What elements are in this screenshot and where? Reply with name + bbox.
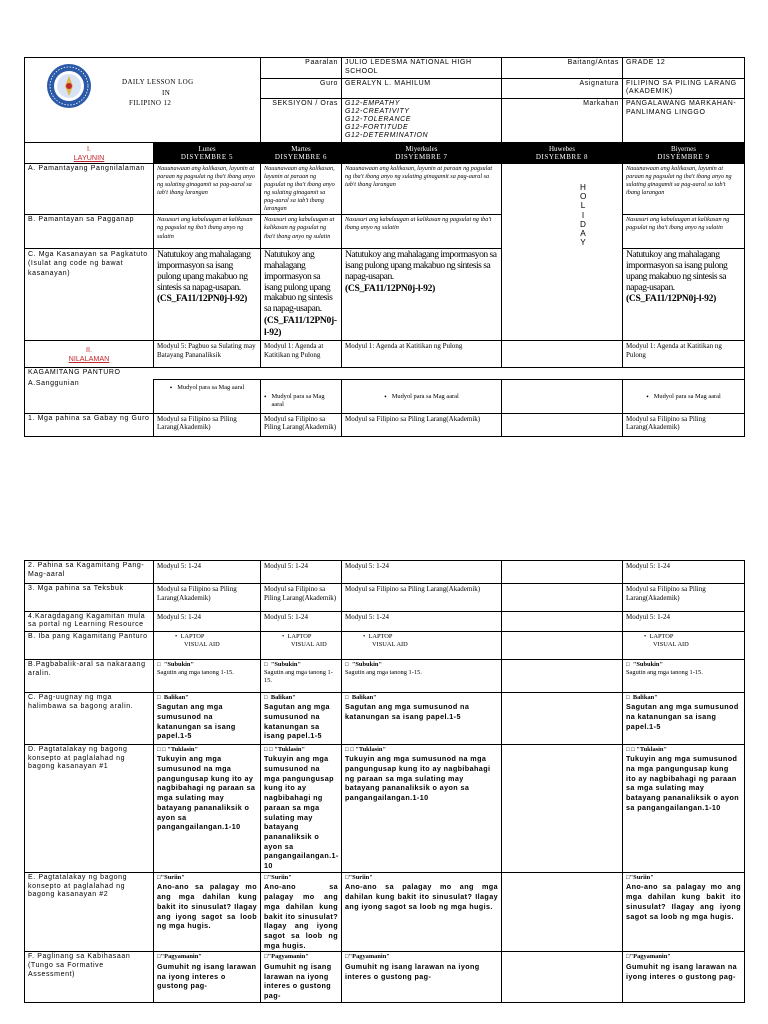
- row-paghahabi: [25, 692, 745, 744]
- cell-pagyamanin-1: □"Pagyamanin" Gumuhit ng isang larawan na iyong interes o gustong pag-: [154, 952, 261, 1002]
- cell-text: Nasusuri ang kabuluugan at kalikasan ng pagsulat ng iba't ibang anyo ng sulatin: [154, 215, 261, 249]
- cell-text: Modyul 1: Agenda at Katitikan ng Pulong: [342, 340, 502, 367]
- cell-subukin-1: □ "Subukin" Sagutin ang mga tanong 1-15.: [154, 659, 261, 692]
- row-pamantayang-pangnilalaman: [25, 164, 745, 215]
- row-label: 3. Mga pahina sa Teksbuk: [25, 584, 154, 612]
- row-label: B. Iba pang Kagamitang Panturo: [25, 631, 154, 659]
- row-label: B. Pamantayan sa Pagganap: [25, 215, 154, 249]
- cell-pagyamanin-2: □"Pagyamanin" Gumuhit ng isang larawan na iyong interes o gustong pag-: [261, 952, 342, 1002]
- row-karagdagang-kagamitan: [25, 612, 745, 632]
- cell-empty: [502, 340, 623, 367]
- cell-text: Modyul 5: 1-24: [342, 612, 502, 632]
- row-nilalaman: [25, 340, 745, 367]
- cell-tuklasin-1: □ □ "Tuklasin" Tukuyin ang mga sumusunod na mga pangungusap kung ito ay nagbibahagi ng paraan sa mga sulating may batayang pananaliksik o ayon sa pangangailangan.1-10: [154, 744, 261, 872]
- holiday-letter: A: [580, 228, 586, 238]
- row-paglinang: [25, 952, 745, 1002]
- cell-balikan-2: □ Balikan" Sagutan ang mga sumusunod na katanungan sa isang papel.1-5: [261, 692, 342, 744]
- cell-text: Modyul sa Filipino sa Piling Larang(Akademik): [261, 413, 342, 436]
- holiday-vertical-text: [580, 183, 586, 247]
- row-pahina-kagamitan: [25, 561, 745, 584]
- title-line-3: FILIPINO 12: [129, 99, 172, 107]
- cell-text: Modyul 5: 1-24: [154, 561, 261, 584]
- cell-iba-pang-3: • LAPTOP VISUAL AID: [342, 631, 502, 659]
- cell-tuklasin-3: □ □ "Tuklasin" Tukuyin ang mga sumusunod na mga pangungusap kung ito ay nagbibahagi ng paraan sa mga sulating may batayang pananaliksik o ayon sa pangangailangan.1-10: [342, 744, 502, 872]
- paaralan-label: Paaralan: [261, 58, 342, 79]
- row-pahina-gabay: [25, 413, 745, 436]
- layunin-heading: I. LAYUNIN: [25, 143, 154, 164]
- row-pahina-teksbuk: [25, 584, 745, 612]
- cell-text: Modyul 1: Agenda at Katitikan ng Pulong: [261, 340, 342, 367]
- cell-tuklasin-2: □ □ "Tuklasin" Tukuyin ang mga sumusunod na mga pangungusap kung ito ay nagbibahagi ng paraan sa mga sulating may batayang pananaliksik o ayon sa pangangailangan.1-10: [261, 744, 342, 872]
- cell-text: Nauunawaan ang kalikasan, layunin at paraan ng pagsulat ng iba't ibang anyo ng sulating ginagamit sa pag-aaral sa iab't ibang larangan: [623, 164, 745, 215]
- day-header-4: Huwebes DISYEMBRE 8: [502, 143, 623, 164]
- row-label: 4.Karagdagang Kagamitan mula sa portal ng Learning Resource: [25, 612, 154, 632]
- cell-empty: [502, 379, 623, 413]
- cell-balikan-1: □ Balikan" Sagutan ang mga sumusunod na katanungan sa isang papel.1-5: [154, 692, 261, 744]
- row-label: D. Pagtatalakay ng bagong konsepto at paglalahad ng bagong kasanayan #1: [25, 744, 154, 872]
- row-label: B.Pagbabalik-aral sa nakaraang aralin.: [25, 659, 154, 692]
- cell-empty: [502, 413, 623, 436]
- baitang-value: GRADE 12: [623, 58, 745, 79]
- cell-sanggunian-5: • Mudyol para sa Mag aaral: [623, 379, 745, 413]
- cell-iba-pang-2: • LAPTOP VISUAL AID: [261, 631, 342, 659]
- seksiyon-label: SEKSIYON / Oras: [261, 99, 342, 143]
- cell-text: Modyul 5: 1-24: [342, 561, 502, 584]
- cell-sanggunian-3: • Mudyol para sa Mag aaral: [342, 379, 502, 413]
- cell-subukin-5: □ "Subukin" Sagutin ang mga tanong 1-15.: [623, 659, 745, 692]
- row-pagbabalik-aral: [25, 659, 745, 692]
- seksiyon-value: G12-EMPATHY G12-CREATIVITY G12-TOLERANCE G12-FORTITUDE G12-DETERMINATION: [342, 99, 502, 143]
- holiday-letter: L: [580, 201, 586, 211]
- row-sanggunian: [25, 379, 745, 413]
- row-label: E. Pagtatalakay ng bagong konsepto at paglalahad ng bagong kasanayan #2: [25, 872, 154, 952]
- day-header-2: Martes DISYEMBRE 6: [261, 143, 342, 164]
- cell-text: Modyul sa Filipino sa Piling Larang(Akademik): [154, 413, 261, 436]
- holiday-letter: D: [580, 219, 586, 229]
- deped-seal-logo: [46, 63, 92, 109]
- cell-pagyamanin-3: □"Pagyamanin" Gumuhit ng isang larawan na iyong interes o gustong pag-: [342, 952, 502, 1002]
- cell-text: Nasusuri ang kabuluugan at kalikasan ng pagsulat ng iba't ibang anyo ng sulatin: [261, 215, 342, 249]
- cell-text: Modyul sa Filipino sa Piling Larang(Akademik): [623, 584, 745, 612]
- markahan-label: Markahan: [502, 99, 623, 143]
- cell-text: Modyul 5: 1-24: [154, 612, 261, 632]
- paaralan-value: JULIO LEDESMA NATIONAL HIGH SCHOOL: [342, 58, 502, 79]
- row-label: 2. Pahina sa Kagamitang Pang-Mag-aaral: [25, 561, 154, 584]
- cell-kasanayan-2: Natutukoy ang mahalagang impormasyon sa isang pulong upang makabuo ng sintesis sa napag-usapan. (CS_FA11/12PN0j-l-92): [261, 249, 342, 340]
- row-kasanayan: [25, 249, 745, 340]
- cell-iba-pang-5: • LAPTOP VISUAL AID: [623, 631, 745, 659]
- document-title: [122, 77, 194, 109]
- cell-text: Modyul sa Filipino sa Piling Larang(Akademik): [342, 413, 502, 436]
- cell-suriin-3: □"Suriin" Ano-ano sa palagay mo ang mga dahilan kung bakit ito sinusulat? Ilagay ang iyong sagot sa loob ng mga hugis.: [342, 872, 502, 952]
- cell-text: Modyul sa Filipino sa Piling Larang(Akademik): [261, 584, 342, 612]
- cell-empty: [502, 584, 623, 612]
- cell-text: Modyul 5: 1-24: [261, 561, 342, 584]
- cell-empty: [502, 872, 623, 952]
- cell-text: Nauunawaan ang kalikasan, layunin at paraan ng pagsulat ng iba't ibang anyo ng sulating ginagamit sa pag-aaral sa iab't ibang larangan: [342, 164, 502, 215]
- cell-text: Modyul 1: Agenda at Katitikan ng Pulong: [623, 340, 745, 367]
- holiday-letter: Y: [580, 238, 586, 248]
- nilalaman-heading: II. NILALAMAN: [25, 340, 154, 367]
- cell-text: Nasusuri ang kabuluugan at kalikasan ng pagsulat ng iba't ibang anyo ng sulatin: [623, 215, 745, 249]
- holiday-letter: I: [581, 210, 585, 220]
- cell-empty: [502, 744, 623, 872]
- title-line-2: IN: [162, 88, 171, 97]
- row-iba-pang-kagamitan: [25, 631, 745, 659]
- cell-empty: [502, 631, 623, 659]
- cell-text: Modyul 5: 1-24: [623, 612, 745, 632]
- cell-sanggunian-2: • Mudyol para sa Mag aaral: [261, 379, 342, 413]
- cell-text: Modyul 5: 1-24: [261, 612, 342, 632]
- row-label: 1. Mga pahina sa Gabay ng Guro: [25, 413, 154, 436]
- day-header-5: Biyernes DISYEMBRE 9: [623, 143, 745, 164]
- row-kagamitang-panturo: [25, 367, 745, 379]
- cell-text: Nauunawaan ang kalikasan, layunin at paraan ng pagsulat ng iba't ibang anyo ng sulating ginagamit sa pag-aaral sa iab't ibang larangan: [154, 164, 261, 215]
- holiday-letter: O: [580, 192, 587, 202]
- cell-text: Modyul sa Filipino sa Piling Larang(Akademik): [154, 584, 261, 612]
- cell-pagyamanin-5: □"Pagyamanin" Gumuhit ng isang larawan na iyong interes o gustong pag-: [623, 952, 745, 1002]
- cell-empty: [502, 659, 623, 692]
- cell-subukin-2: □ "Subukin" Sagutin ang mga tanong 1-15.: [261, 659, 342, 692]
- row-label: A. Pamantayang Pangnilalaman: [25, 164, 154, 215]
- cell-empty: [502, 612, 623, 632]
- cell-empty: [502, 692, 623, 744]
- guro-value: GERALYN L. MAHILUM: [342, 78, 502, 99]
- guro-label: Guro: [261, 78, 342, 99]
- cell-suriin-5: □"Suriin" Ano-ano sa palagay mo ang mga dahilan kung bakit ito sinusulat? Ilagay ang iyong sagot sa loob ng mga hugis.: [623, 872, 745, 952]
- kagamitan-label: KAGAMITANG PANTURO: [25, 367, 745, 379]
- cell-text: Modyul sa Filipino sa Piling Larang(Akademik): [342, 584, 502, 612]
- row-label: C. Pag-uugnay ng mga halimbawa sa bagong aralin.: [25, 692, 154, 744]
- cell-suriin-1: □"Suriin" Ano-ano sa palagay mo ang mga dahilan kung bakit ito sinusulat? Ilagay ang iyong sagot sa loob ng mga hugis.: [154, 872, 261, 952]
- cell-text: Modyul 5: Pagbuo sa Sulating may Batayang Pananaliksik: [154, 340, 261, 367]
- holiday-cell: [502, 164, 623, 341]
- cell-balikan-3: □ Balikan" Sagutan ang mga sumusunod na katanungan sa isang papel.1-5: [342, 692, 502, 744]
- cell-kasanayan-3: Natutukoy ang mahalagang impormasyon sa isang pulong upang makabuo ng sintesis sa napag-usapan. (CS_FA11/12PN0j-l-92): [342, 249, 502, 340]
- cell-text: Modyul sa Filipino sa Piling Larang(Akademik): [623, 413, 745, 436]
- cell-text: Nauunawaan ang kalikasan, layunin at paraan ng pagsulat ng iba't ibang anyo ng sulating ginagamit sa pag-aaral sa iab't ibang larangan: [261, 164, 342, 215]
- title-line-1: DAILY LESSON LOG: [122, 78, 194, 86]
- cell-text: Nasusuri ang kabuluugan at kalikasan ng pagsulat ng iba't ibang anyo ng sulatin: [342, 215, 502, 249]
- cell-balikan-5: □ Balikan" Sagutan ang mga sumusunod na katanungan sa isang papel.1-5: [623, 692, 745, 744]
- row-pagtatalakay-2: [25, 872, 745, 952]
- lesson-log-part2: [24, 560, 744, 1003]
- cell-tuklasin-5: □ □ "Tuklasin" Tukuyin ang mga sumusunod na mga pangungusap kung ito ay nagbibahagi ng paraan sa mga sulating may batayang pananaliksik o ayon sa pangangailangan.1-10: [623, 744, 745, 872]
- holiday-letter: H: [580, 183, 586, 192]
- row-label: C. Mga Kasanayan sa Pagkatuto (Isulat ang code ng bawat kasanayan): [25, 249, 154, 340]
- cell-sanggunian-1: • Mudyol para sa Mag aaral: [154, 379, 261, 413]
- day-header-3: Miyerkules DISYEMBRE 7: [342, 143, 502, 164]
- cell-suriin-2: □"Suriin" Ano-ano sa palagay mo ang mga dahilan kung bakit ito sinusulat? Ilagay ang iyong sagot sa loob ng mga hugis.: [261, 872, 342, 952]
- row-pagtatalakay-1: [25, 744, 745, 872]
- cell-empty: [502, 561, 623, 584]
- cell-kasanayan-5: Natutukoy ang mahalagang impormasyon sa isang pulong upang makabuo ng sintesis sa napag-usapan. (CS_FA11/12PN0j-l-92): [623, 249, 745, 340]
- cell-empty: [502, 952, 623, 1002]
- baitang-label: Baitang/Antas: [502, 58, 623, 79]
- day-header-1: Lunes DISYEMBRE 5: [154, 143, 261, 164]
- row-pamantayan-pagganap: [25, 215, 745, 249]
- cell-text: Modyul 5: 1-24: [623, 561, 745, 584]
- lesson-log-part1: [24, 57, 744, 437]
- cell-iba-pang-1: • LAPTOP VISUAL AID: [154, 631, 261, 659]
- asignatura-label: Asignatura: [502, 78, 623, 99]
- asignatura-value: FILIPINO SA PILING LARANG (AKADEMIK): [623, 78, 745, 99]
- row-label: A.Sanggunian: [25, 379, 154, 413]
- row-label: F. Paglinang sa Kabihasaan (Tungo sa Formative Assessment): [25, 952, 154, 1002]
- markahan-value: PANGALAWANG MARKAHAN-PANLIMANG LINGGO: [623, 99, 745, 143]
- cell-subukin-3: □ "Subukin" Sagutin ang mga tanong 1-15.: [342, 659, 502, 692]
- cell-kasanayan-1: Natutukoy ang mahalagang impormasyon sa isang pulong upang makabuo ng sintesis sa napag-usapan. (CS_FA11/12PN0j-l-92): [154, 249, 261, 340]
